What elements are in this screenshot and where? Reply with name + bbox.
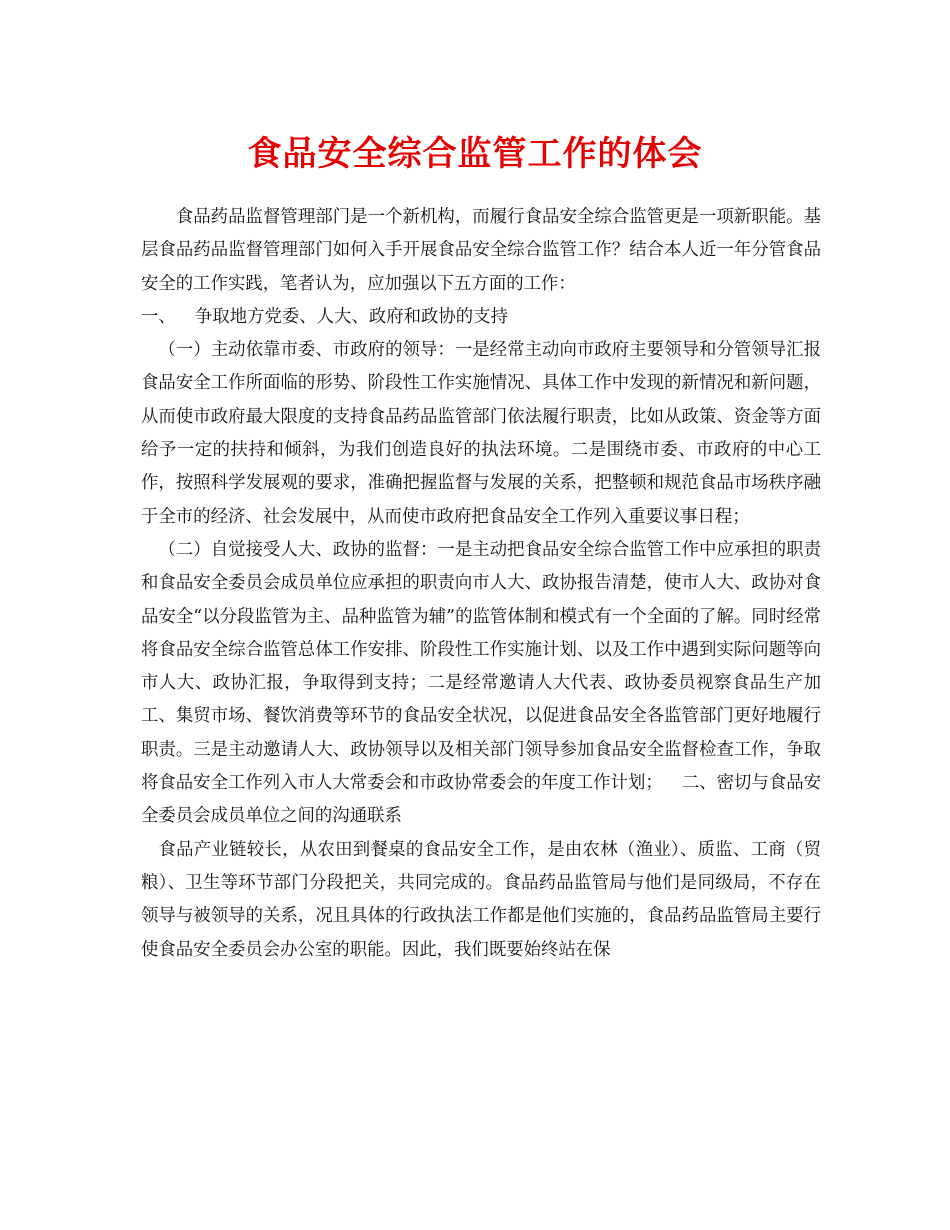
section1-item1-paragraph: （一）主动依靠市委、市政府的领导：一是经常主动向市政府主要领导和分管领导汇报食品安全工作所面临的形势、阶段性工作实施情况、具体工作中发现的新情况和新问题，从而使市政府最大限度的支持食品药品监管部门依法履行职责，比如从政策、资金等方面给予一定的扶持和倾斜，为我们创造良好的执法环境。二是围绕市委、市政府的中心工作，按照科学发展观的要求，准确把握监督与发展的关系，把整顿和规范食品市场秩序融于全市的经济、社会发展中，从而使市政府把食品安全工作列入重要议事日程；	[141, 340, 821, 527]
section-heading-2: 二、密切与食品安全委员会成员单位之间的沟通联系	[141, 773, 821, 827]
section-number: 一、	[141, 306, 176, 327]
document-body	[141, 201, 821, 967]
section1-item2-paragraph	[141, 534, 821, 834]
section-heading-1	[141, 301, 821, 334]
intro-paragraph: 食品药品监督管理部门是一个新机构，而履行食品安全综合监管更是一项新职能。基层食品药品监督管理部门如何入手开展食品安全综合监管工作？结合本人近一年分管食品安全的工作实践，笔者认为，应加强以下五方面的工作：	[141, 207, 821, 294]
section2-paragraph: 食品产业链较长，从农田到餐桌的食品安全工作，是由农林（渔业）、质监、工商（贸粮）、卫生等环节部门分段把关，共同完成的。食品药品监管局与他们是同级局，不存在领导与被领导的关系，况且具体的行政执法工作都是他们实施的，食品药品监管局主要行使食品安全委员会办公室的职能。因此，我们既要始终站在保	[141, 839, 821, 960]
section1-item2-text: （二）自觉接受人大、政协的监督：一是主动把食品安全综合监管工作中应承担的职责和食品安全委员会成员单位应承担的职责向市人大、政协报告清楚，使市人大、政协对食品安全“以分段监管为主、品种监管为辅”的监管体制和模式有一个全面的了解。同时经常将食品安全综合监管总体工作安排、阶段性工作实施计划、以及工作中遇到实际问题等向市人大、政协汇报，争取得到支持；二是经常邀请人大代表、政协委员视察食品生产加工、集贸市场、餐饮消费等环节的食品安全状况，以促进食品安全各监管部门更好地履行职责。三是主动邀请人大、政协领导以及相关部门领导参加食品安全监督检查工作，争取将食品安全工作列入市人大常委会和市政协常委会的年度工作计划；	[141, 539, 821, 794]
section-heading-text: 争取地方党委、人大、政府和政协的支持	[194, 306, 508, 327]
document-title: 食品安全综合监管工作的体会	[247, 134, 703, 174]
